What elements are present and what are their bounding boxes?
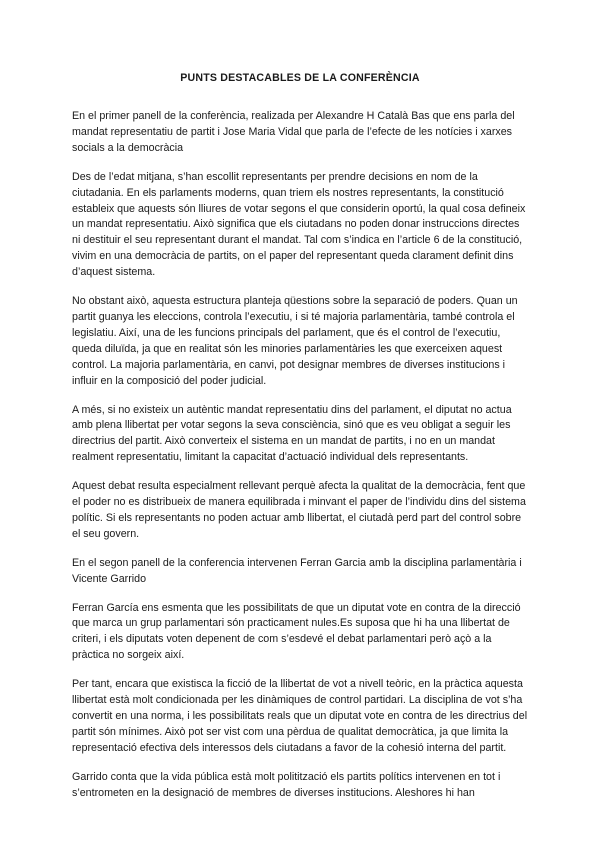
paragraph-democracy-quality: Aquest debat resulta especialment rellevant perquè afecta la qualitat de la democràcia, fent que el poder no es distribueix de manera equilibrada i minvant el paper de l’individu dins del sistema polític. Si els representants no poden actuar amb llibertat, el ciutadà perd part del control sobre el seu govern. (72, 480, 526, 540)
paragraph-ferran-garcia: Ferran García ens esmenta que les possibilitats de que un diputat vote en contra de la direcció que marca un grup parlamentari són practicament nules.Es suposa que hi ha una llibertat de criteri, i els diputats voten depenent de com s’esdevé el debat parlamentari però açò a la pràctica no sorgeix així. (72, 601, 521, 662)
paragraph-garrido: Garrido conta que la vida pública està molt politització els partits polítics intervenen en tot i s’entrometen en la designació de membres de diverses institucions. Aleshores hi han (72, 770, 501, 799)
paragraph-separation-of-powers: No obstant això, aquesta estructura planteja qüestions sobre la separació de poders. Quan un partit guanya les eleccions, controla l’executiu, i si té majoria parlamentària, també controla el legislatiu. Així, una de les funcions principals del parlament, que és el control de l’executiu, queda diluïda, ja que en realitat són les minories parlamentàries les que exerceixen aquest control. La majoria parlamentària, en canvi, pot designar membres de diverses institucions i influir en la composició del poder judicial. (72, 295, 518, 387)
paragraph-representative-mandate: Des de l’edat mitjana, s’han escollit representants per prendre decisions en nom de la ciutadania. En els parlaments moderns, quan triem els nostres representants, la constitució estableix que aquests són lliures de votar segons el que considerin oportú, la qual cosa defineix un mandat representatiu. Això significa que els ciutadans no poden donar instruccions directes ni destituir el seu representant durant el mandat. Tal com s’indica en l’article 6 de la constitució, vivim en una democràcia de partits, on el paper del representant queda clarament definit dins d’aquest sistema. (72, 170, 526, 279)
paragraph-intro-panel-2: En el segon panell de la conferencia intervenen Ferran Garcia amb la disciplina parlamentària i Vicente Garrido (72, 556, 522, 585)
paragraph-intro-panel-1: En el primer panell de la conferència, realizada per Alexandre H Català Bas que ens parla del mandat representatiu de partit i Jose Maria Vidal que parla de l’efecte de les notícies i xarxes socials a la democràcia (72, 110, 515, 154)
paragraph-vote-discipline: Per tant, encara que existisca la ficció de la llibertat de vot a nivell teòric, en la pràctica aquesta llibertat està molt condicionada per les dinàmiques de control partidari. La disciplina de vot s’ha convertit en una norma, i les possibilitats reals que un diputat vote en contra de les directrius del partit són mínimes. Això pot ser vist com una pèrdua de qualitat democràtica, ja que limita la representació efectiva dels interessos dels ciutadans a favor de la cohesió interna del partit. (72, 678, 528, 754)
document-title: PUNTS DESTACABLES DE LA CONFERÈNCIA (180, 72, 420, 84)
document-body (72, 109, 530, 815)
paragraph-party-mandate: A més, si no existeix un autèntic mandat representatiu dins del parlament, el diputat no actua amb plena llibertat per votar segons la seva consciència, sinó que es veu obligat a seguir les directrius del partit. Això converteix el sistema en un mandat de partits, i no en un mandat realment representatiu, limitant la capacitat d’actuació individual dels representants. (72, 403, 512, 464)
